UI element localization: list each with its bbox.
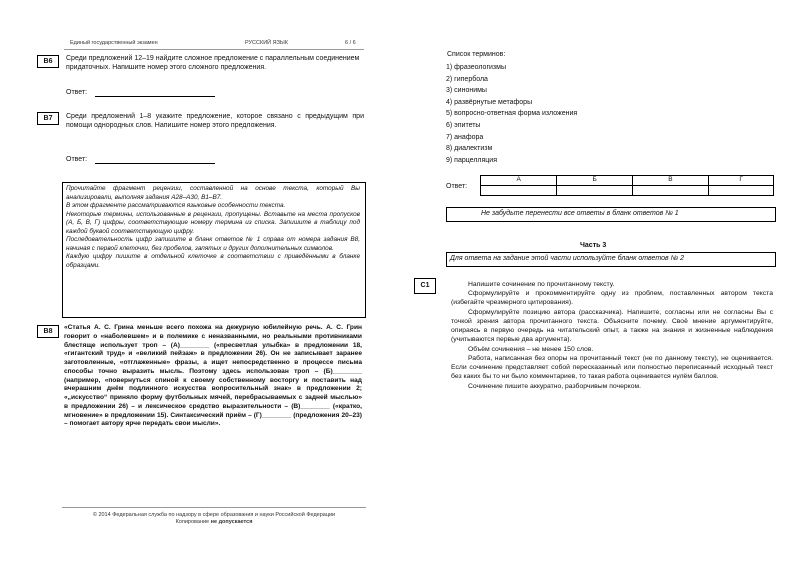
c1-p5: Работа, написанная без опоры на прочитанный текст (не по данному тексту), не оценивается. Если сочинение представляет собой пересказанный или полностью переписанный исходный текст без каких бы то ни было комментариев, то такая работа оценивается нулём баллов.	[451, 354, 773, 381]
part3-title: Часть 3	[580, 242, 607, 249]
header-left: Единый государственный экзамен	[70, 40, 158, 46]
answer-header-b: Б	[557, 176, 632, 186]
answer-cell-g[interactable]	[709, 186, 774, 196]
term-item: 2) гипербола	[446, 75, 488, 83]
header-center: РУССКИЙ ЯЗЫК	[245, 40, 288, 46]
footer-divider	[62, 507, 366, 508]
answer-label: Ответ:	[66, 89, 88, 96]
c1-p2: Сформулируйте и прокомментируйте одну из проблем, поставленных автором текста (избегайте чрезмерного цитирования).	[451, 290, 773, 307]
term-item: 5) вопросно-ответная форма изложения	[446, 110, 578, 118]
task-label-b8: B8	[37, 325, 59, 338]
instruction-box	[62, 182, 366, 318]
task-b6-text: Среди предложений 12–19 найдите сложное предложение с параллельным соединением придаточных. Напишите номер этого сложного предложения.	[66, 55, 360, 72]
task-label-c1: C1	[414, 278, 436, 294]
term-item: 1) фразеологизмы	[446, 64, 506, 71]
task-b8-text: «Статья А. С. Грина меньше всего похожа на дежурную юбилейную речь. А. С. Грин говорит о «наболевшем» и в полемике с неназванными, но реальными противниками блестяще использует троп – (А)________ («пресветлая улыбка» в предложении 18, «гигантский труд» и «великий пейзаж» в предложении 26). Он не записывает заранее заготовленные, «отглаженные» фразы, а ищет непосредственно в процессе письма способы точно выразить мысль. Поэтому здесь использован троп – (Б)________ (например, «повернуться спиной к своему собственному восторгу и поставить над вчерашним днём подлинного искусства вопросительный знак» в предложении 2; «„искусство“ приняло форму футбольных мячей, перебрасываемых с задней мыслью» в предложении 26) – и лексическое средство выразительности – (В)________ («кратко, мгновение» в предложении 15). Синтаксический приём – (Г)________ (предложения 20–23) – помогает автору ярче передать свои мысли».	[64, 324, 362, 428]
answer-cell-b[interactable]	[557, 186, 632, 196]
term-item: 6) эпитеты	[446, 121, 481, 129]
answer-cell-a[interactable]	[481, 186, 557, 196]
task-label-b6: B6	[37, 55, 59, 68]
footer	[62, 512, 366, 526]
header-page-number: 6 / 6	[345, 40, 356, 46]
footer-copy-prefix: Копирование	[175, 519, 210, 526]
c1-p6: Сочинение пишите аккуратно, разборчивым почерком.	[468, 382, 642, 390]
part3-notice-text: Для ответа на задание этой части используйте бланк ответов № 2	[450, 255, 685, 262]
terms-list	[446, 62, 577, 166]
terms-title: Список терминов:	[447, 51, 506, 58]
task-label-b7: B7	[37, 112, 59, 125]
footer-copy-notice	[62, 519, 366, 526]
task-b6-answer	[66, 88, 215, 97]
task-b7-answer	[66, 155, 215, 164]
answer-table	[480, 175, 774, 196]
instruction-p1: Прочитайте фрагмент рецензии, составленной на основе текста, который Вы анализировали, выполняя задания А28–А30, В1–В7.	[66, 185, 360, 201]
answer-cell-v[interactable]	[632, 186, 708, 196]
answer-header-a: А	[481, 176, 557, 186]
part3-notice-box	[446, 252, 776, 267]
footer-copy-bold: не допускается	[210, 519, 253, 526]
task-b7-text: Среди предложений 1–8 укажите предложение, которое связано с предыдущим при помощи однородных слов. Напишите номер этого предложения.	[66, 113, 364, 130]
task-c1-text	[451, 280, 773, 391]
term-item: 7) анафора	[446, 133, 484, 141]
answer-table-label: Ответ:	[446, 183, 468, 190]
term-item: 3) синонимы	[446, 87, 487, 95]
term-item: 8) диалектизм	[446, 145, 493, 153]
term-item: 9) парцелляция	[446, 156, 498, 164]
instruction-p2: В этом фрагменте рассматриваются языковые особенности текста.	[66, 202, 286, 210]
footer-copyright: © 2014 Федеральная служба по надзору в сфере образования и науки Российской Федерации	[92, 512, 336, 518]
answer-header-v: В	[632, 176, 708, 186]
answer-header-g: Г	[709, 176, 774, 186]
term-item: 4) развёрнутые метафоры	[446, 98, 533, 106]
c1-p4: Объём сочинения – не менее 150 слов.	[468, 345, 594, 353]
header-divider	[64, 49, 364, 50]
reminder-text: Не забудьте перенести все ответы в бланк ответов № 1	[481, 210, 679, 217]
c1-p1: Напишите сочинение по прочитанному тексту.	[468, 281, 615, 288]
answer-line[interactable]	[95, 88, 215, 97]
answer-label: Ответ:	[66, 156, 88, 163]
instruction-p5: Каждую цифру пишите в отдельной клеточке в соответствии с приведёнными в бланке образцами.	[66, 253, 360, 269]
instruction-p4: Последовательность цифр запишите в бланк ответов № 1 справа от номера задания В8, начиная с первой клеточки, без пробелов, запятых и других дополнительных символов.	[66, 236, 360, 252]
instruction-p3: Некоторые термины, использованные в рецензии, пропущены. Вставьте на места пропусков (А, Б, В, Г) цифры, соответствующие номеру термина из списка. Запишите в таблицу под каждой буквой соответствующую цифру.	[66, 210, 360, 235]
answer-line[interactable]	[95, 155, 215, 164]
reminder-box	[446, 207, 776, 222]
c1-p3: Сформулируйте позицию автора (рассказчика). Напишите, согласны или не согласны Вы с точкой зрения автора прочитанного текста. Объясните почему. Своё мнение аргументируйте, опираясь в первую очередь на читательский опыт, а также на знания и жизненные наблюдения (учитываются первые два аргумента).	[451, 308, 773, 344]
